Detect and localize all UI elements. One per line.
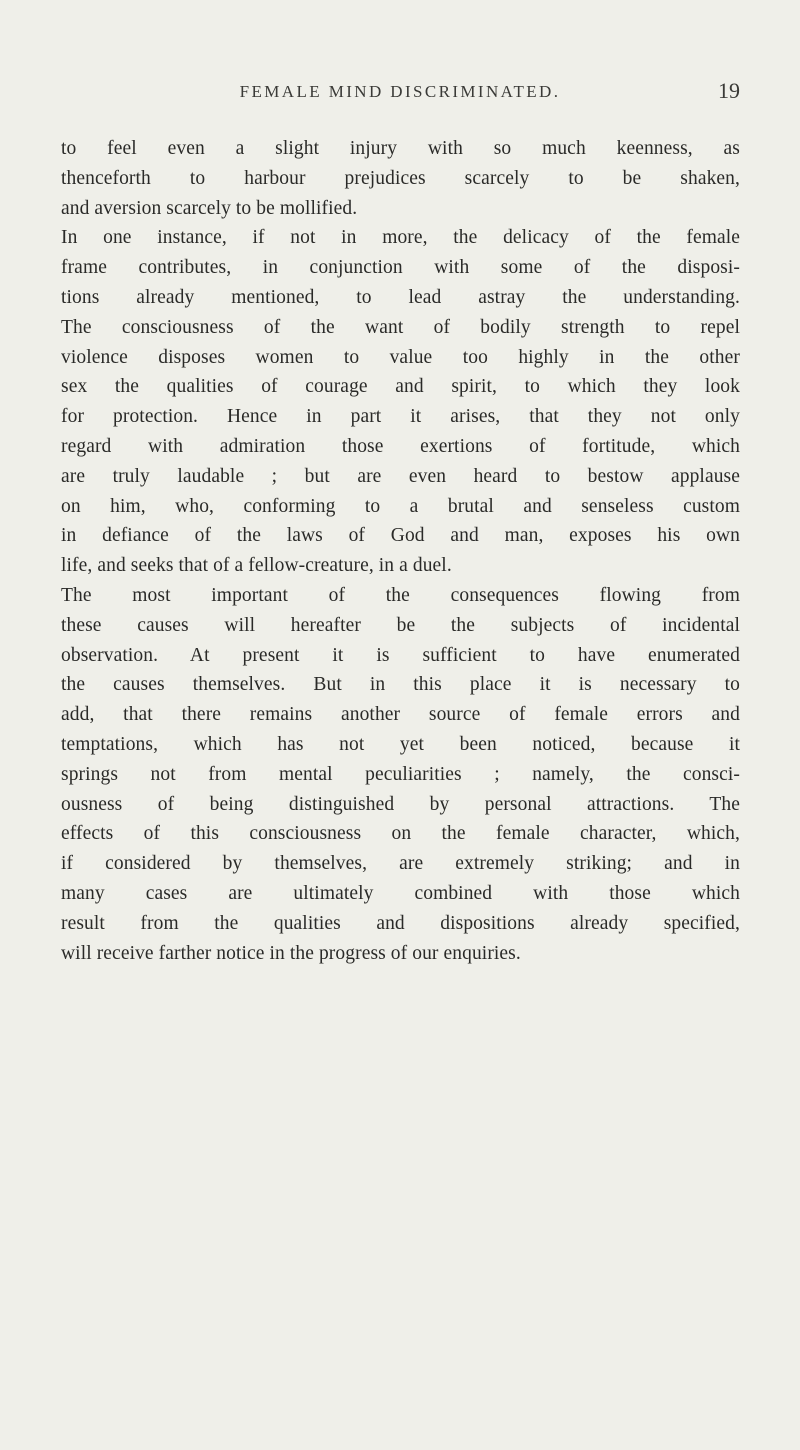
body-text [61,134,740,968]
text-line: the causes themselves. But in this place it is necessary to [61,674,740,696]
text-line: temptations, which has not yet been noticed, because it [61,733,740,755]
text-line: on him, who, conforming to a brutal and senseless custom [61,495,740,517]
text-line: The consciousness of the want of bodily strength to repel [61,316,740,338]
text-line: sex the qualities of courage and spirit, to which they look [61,376,740,398]
running-head [60,78,740,112]
text-line: The most important of the consequences flowing from [61,584,740,606]
text-line: thenceforth to harbour prejudices scarcely to be shaken, [61,167,740,189]
page-number: 19 [718,78,740,103]
text-line: for protection. Hence in part it arises, that they not only [61,406,740,428]
text-line: and aversion scarcely to be mollified. [61,197,358,219]
text-line: ousness of being distinguished by personal attractions. The [61,793,740,815]
text-line: result from the qualities and dispositions already specified, [61,912,740,934]
text-line: many cases are ultimately combined with those which [61,882,740,904]
text-line: effects of this consciousness on the female character, which, [61,823,740,845]
text-line: frame contributes, in conjunction with some of the disposi- [61,257,740,279]
text-line: add, that there remains another source of female errors and [61,704,740,726]
text-line: these causes will hereafter be the subjects of incidental [61,614,740,636]
text-line: springs not from mental peculiarities ; namely, the consci- [61,763,740,785]
running-title: FEMALE MIND DISCRIMINATED. [239,82,561,101]
text-line: life, and seeks that of a fellow-creature, in a duel. [61,555,452,577]
text-line: will receive farther notice in the progress of our enquiries. [61,942,521,964]
text-line: observation. At present it is sufficient to have enumerated [61,644,740,666]
text-line: violence disposes women to value too highly in the other [61,346,740,368]
text-line: to feel even a slight injury with so much keenness, as [61,138,740,159]
text-line: In one instance, if not in more, the delicacy of the female [61,227,740,249]
text-line: regard with admiration those exertions of fortitude, which [61,435,740,457]
text-line: tions already mentioned, to lead astray the understanding. [61,286,740,308]
text-line: if considered by themselves, are extremely striking; and in [61,853,740,875]
text-line: in defiance of the laws of God and man, exposes his own [61,525,740,547]
text-line: are truly laudable ; but are even heard to bestow applause [61,465,740,487]
